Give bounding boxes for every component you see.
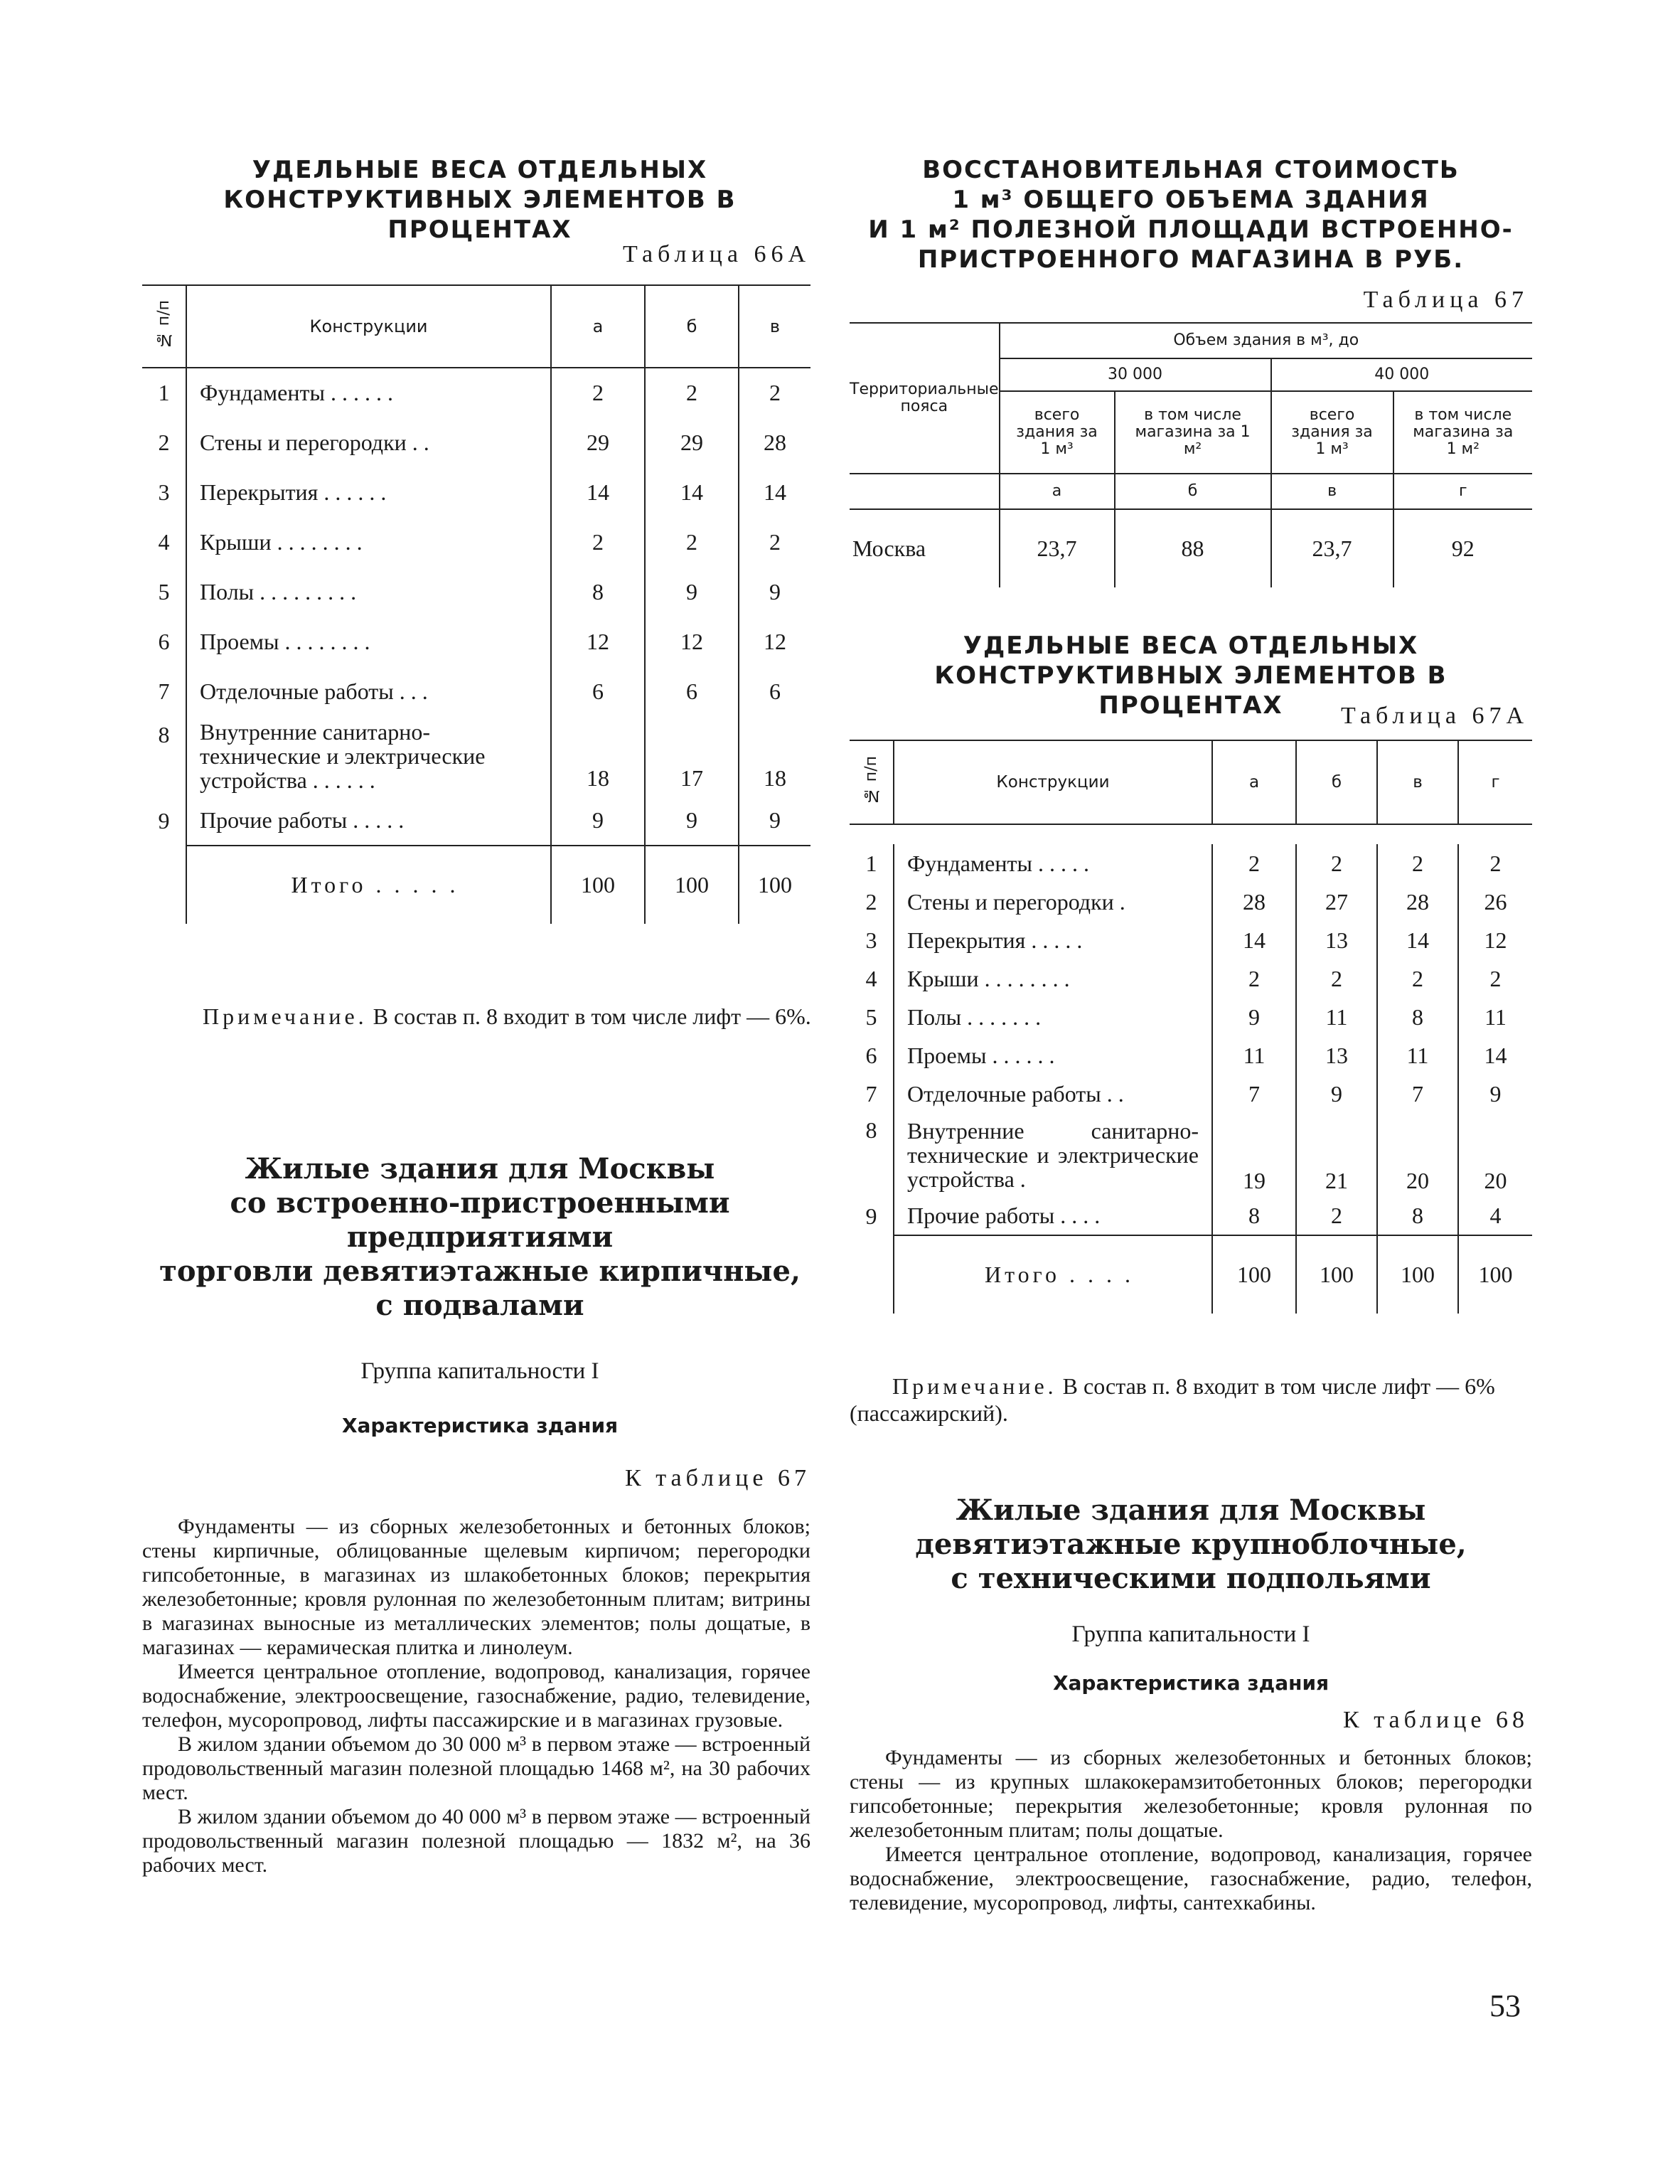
table-row: Москва 23,7 88 23,7 92 [850, 509, 1532, 587]
col-header-vol2: 40 000 [1271, 358, 1532, 391]
table-total-row: Итого . . . . 100 100 100 100 [850, 1235, 1532, 1314]
table-row: 5 Полы . . . . . . . 9 11 8 11 [850, 998, 1532, 1036]
right-characteristic: Характеристика здания [1052, 1671, 1329, 1695]
col-header-volume: Объем здания в м³, до [1000, 323, 1532, 358]
table-row: 1 Фундаменты . . . . . 2 2 2 2 [850, 844, 1532, 883]
right-heading-2: УДЕЛЬНЫЕ ВЕСА ОТДЕЛЬНЫХ КОНСТРУКТИВНЫХ ЭЛЕМЕНТОВ В ПРОЦЕНТАХ [934, 632, 1448, 720]
note-label: Примечание. [892, 1373, 1057, 1399]
table-row: 3 Перекрытия . . . . . 14 13 14 12 [850, 921, 1532, 959]
note-text: В состав п. 8 входит в том числе лифт — 6%. [373, 1003, 811, 1029]
col-header-zone: Территориальные пояса [850, 323, 1000, 474]
paragraph: Имеется центральное отопление, водопровод, канализация, горячее водоснабжение, электроосвещение, газоснабжение, радио, телефон, телевидение, мусоропровод, лифты, сантехкабины. [850, 1843, 1532, 1914]
table-row: 8 Внутренние санитарно-технические и электрические устройства . . . . . . 18 17 18 [142, 716, 810, 796]
table-row: 3 Перекрытия . . . . . . 14 14 14 [142, 467, 810, 517]
right-group: Группа капитальности I [1071, 1621, 1310, 1647]
right-k-table: К таблице 68 [1343, 1707, 1529, 1733]
col-header-shop-1: в том числе магазина за 1 м² [1115, 391, 1271, 474]
paragraph: Имеется центральное отопление, водопровод, канализация, горячее водоснабжение, электроосвещение, газоснабжение, радио, телевидение, телефон, мусоропровод, лифты пассажирские и в магазинах грузовые. [142, 1660, 810, 1732]
table-row: 6 Проемы . . . . . . 11 13 11 14 [850, 1036, 1532, 1075]
col-header-total-2: всего здания за 1 м³ [1271, 391, 1393, 474]
col-header-c: в [769, 316, 781, 336]
table-67-label: Таблица 67 [1363, 287, 1529, 313]
table-row: 4 Крыши . . . . . . . . 2 2 2 [142, 517, 810, 567]
table-66a [142, 284, 810, 924]
paragraph: Фундаменты — из сборных железобетонных и бетонных блоков; стены — из крупных шлакокерамзитобетонных блоков; перегородки гипсобетонные; перекрытия железобетонные; кровля рулонная по железобетонным плитам; полы дощатые. [850, 1746, 1532, 1842]
table-row: 9 Прочие работы . . . . 8 2 8 4 [850, 1197, 1532, 1235]
paragraph: В жилом здании объемом до 30 000 м³ в первом этаже — встроенный продовольственный магазин полезной площадью 1468 м², на 30 рабочих мест. [142, 1732, 810, 1804]
table-row: 2 Стены и перегородки . 28 27 28 26 [850, 883, 1532, 921]
table-row: 9 Прочие работы . . . . . 9 9 9 [142, 796, 810, 846]
page-number: 53 [1489, 1988, 1521, 2023]
right-paragraphs [850, 1746, 1532, 1915]
table-row: 8 Внутренние санитарно-технические и электрические устройства . 19 21 20 20 [850, 1113, 1532, 1197]
left-paragraphs [142, 1515, 810, 1877]
right-note [850, 1373, 1532, 1427]
table-row: 2 Стены и перегородки . . 29 29 28 [142, 417, 810, 467]
note-text: В состав п. 8 входит в том числе лифт — 6% (пассажирский). [850, 1373, 1495, 1426]
col-header-shop-2: в том числе магазина за 1 м² [1413, 406, 1514, 458]
left-characteristic: Характеристика здания [341, 1414, 619, 1437]
table-row: 7 Отделочные работы . . . 6 6 6 [142, 666, 810, 716]
heading-line: УДЕЛЬНЫЕ ВЕСА ОТДЕЛЬНЫХ [252, 156, 708, 184]
left-section-title: Жилые здания для Москвы со встроенно-пристроенными предприятиями торговли девятиэтажные кирпичные, с подвалами [159, 1152, 801, 1322]
col-header-b: б [645, 285, 739, 368]
left-note [203, 1003, 814, 1030]
table-row: 4 Крыши . . . . . . . . 2 2 2 2 [850, 959, 1532, 998]
paragraph: Фундаменты — из сборных железобетонных и бетонных блоков; стены кирпичные, облицованные щелевым кирпичом; перегородки гипсобетонные, в магазинах из шлакобетонных блоков; перекрытия железобетонные; кровля рулонная по железобетонным плитам; витрины в магазинах выносные из металлических элементов; полы дощатые, в магазинах — керамическая плитка и линолеум. [142, 1515, 810, 1659]
table-67: Территориальные пояса Объем здания в м³, до 30 000 40 000 всего здания за 1 м³ в том числе магазина за 1 м² всего здания за 1 м³ в том числе магазина за 1 м² а б в г Москва 23,7 88 23,7 92 [850, 322, 1532, 587]
heading-line: КОНСТРУКТИВНЫХ ЭЛЕМЕНТОВ В ПРОЦЕНТАХ [223, 186, 737, 244]
table-67a: № п/п Конструкции а б в г 1 Фундаменты . . . . . 2 2 2 2 2 Стены и перегородки . 28 27 28 26 3 Перекрытия . . . . . 14 13 14 12 4 Крыши . . . . . . . . 2 2 2 2 5 Полы . . . . . . . 9 11 8 11 6 Проемы . . . . . . 11 13 11 14 7 Отделочные работы . . 7 9 7 9 8 Внутренние санитарно-технические и электрические устройства . 19 21 20 20 9 Прочие работы . . . . 8 2 8 4 Итого . . . . 100 100 100 100 [850, 740, 1532, 1314]
left-group: Группа капитальности I [360, 1358, 599, 1384]
table-row: 6 Проемы . . . . . . . . 12 12 12 [142, 617, 810, 666]
table-label: Таблица 66А [623, 241, 810, 267]
col-header-number: № п/п [850, 740, 894, 824]
col-header-number: № п/п [142, 285, 186, 368]
col-header-constructions: Конструкции [186, 285, 551, 368]
table-total-row: Итого . . . . . 100 100 100 [142, 846, 810, 924]
col-header-total-1: всего здания за 1 м³ [1000, 391, 1115, 474]
table-67a-label: Таблица 67А [1341, 703, 1529, 729]
note-label: Примечание. [203, 1003, 368, 1029]
right-section-title: Жилые здания для Москвы девятиэтажные крупноблочные, с техническими подпольями [915, 1493, 1467, 1595]
table-row: 1 Фундаменты . . . . . . 2 2 2 [142, 368, 810, 417]
paragraph: В жилом здании объемом до 40 000 м³ в первом этаже — встроенный продовольственный магазин полезной площадью — 1832 м², на 36 рабочих мест. [142, 1805, 810, 1877]
table-row: 7 Отделочные работы . . 7 9 7 9 [850, 1075, 1532, 1113]
col-header-vol1: 30 000 [1000, 358, 1271, 391]
right-heading: ВОССТАНОВИТЕЛЬНАЯ СТОИМОСТЬ 1 м³ ОБЩЕГО ОБЪЕМА ЗДАНИЯ И 1 м² ПОЛЕЗНОЙ ПЛОЩАДИ ВСТРОЕННО- ПРИСТРОЕННОГО МАГАЗИНА В РУБ. [868, 156, 1514, 274]
left-k-table: К таблице 67 [625, 1465, 810, 1491]
table-row: 5 Полы . . . . . . . . . 8 9 9 [142, 567, 810, 617]
col-header-a: а [551, 285, 645, 368]
left-heading [142, 155, 818, 245]
